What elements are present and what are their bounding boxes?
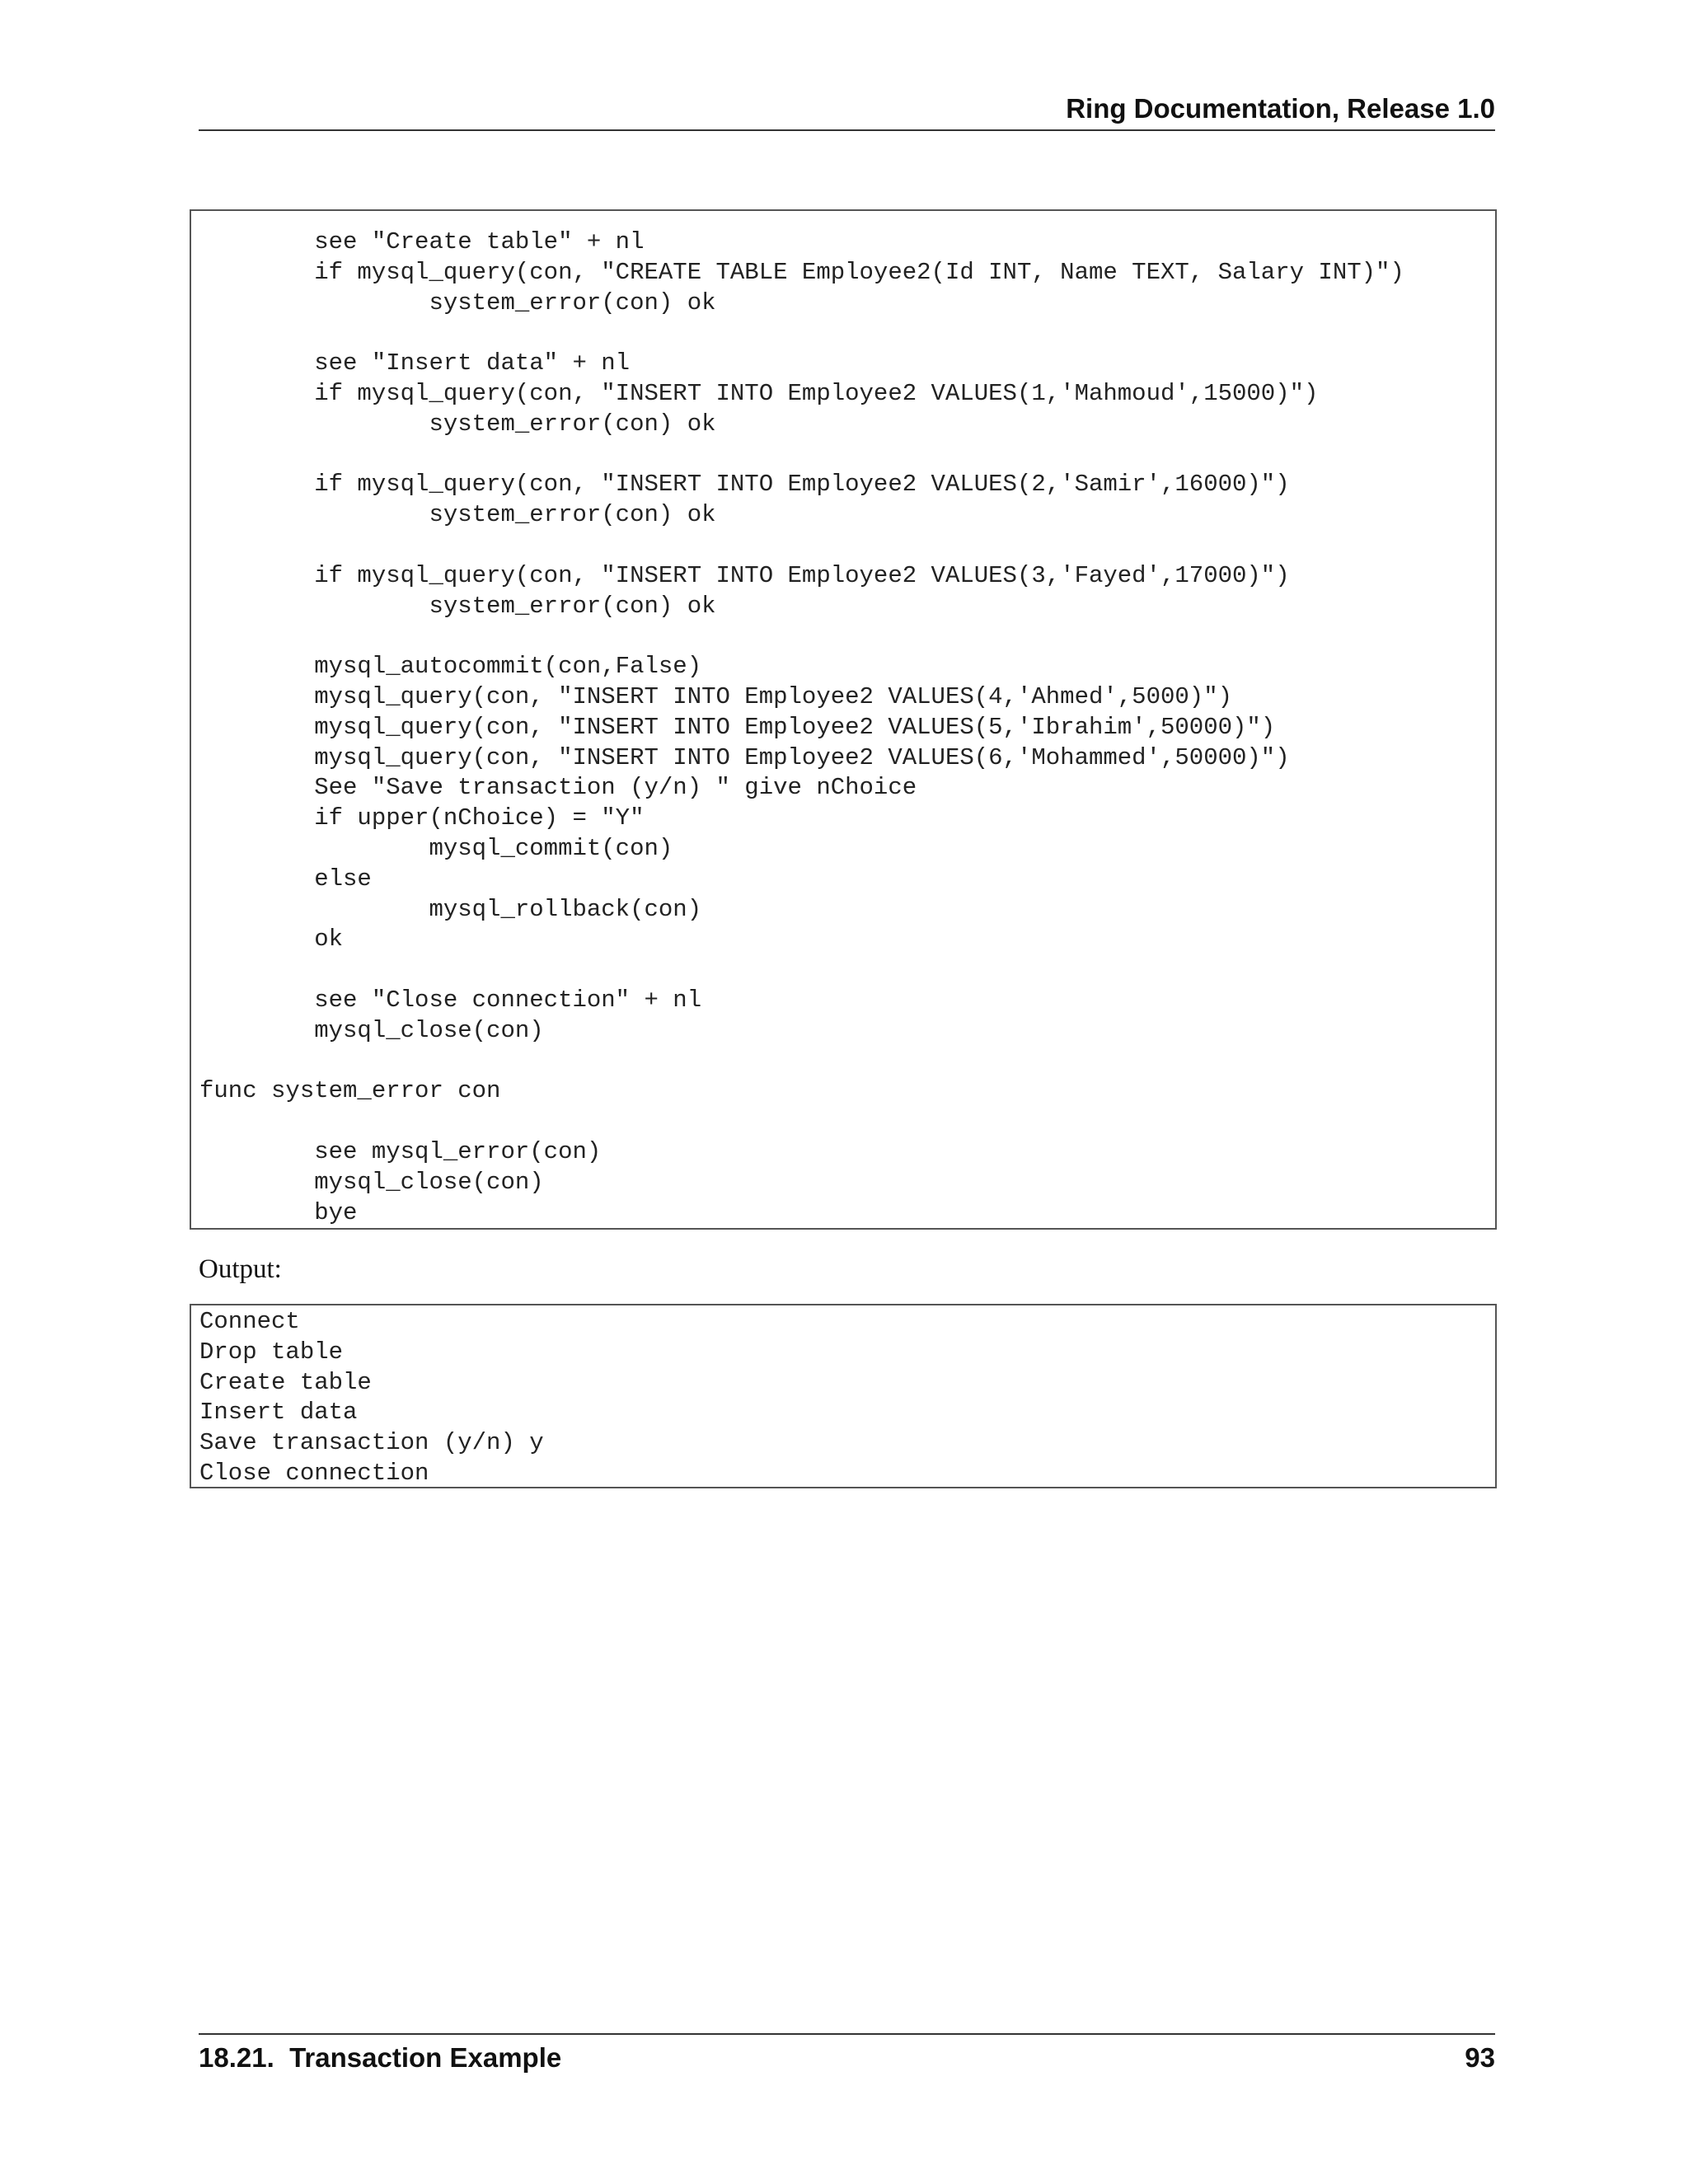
header-divider (199, 129, 1495, 131)
code-line: mysql_query(con, "INSERT INTO Employee2 VALUES(4,'Ahmed',5000)") (199, 682, 1233, 710)
code-line: mysql_close(con) (199, 1168, 544, 1196)
code-line: if mysql_query(con, "INSERT INTO Employee2 VALUES(2,'Samir',16000)") (199, 471, 1290, 499)
output-line: Insert data (199, 1399, 358, 1427)
code-line: see "Insert data" + nl (199, 349, 631, 377)
page-header-title: Ring Documentation, Release 1.0 (1066, 93, 1495, 124)
code-line: see "Close connection" + nl (199, 986, 702, 1014)
code-line: if mysql_query(con, "INSERT INTO Employee2 VALUES(1,'Mahmoud',15000)") (199, 379, 1319, 407)
code-line: mysql_autocommit(con,False) (199, 653, 702, 681)
page-number: 93 (1465, 2042, 1495, 2073)
code-line: mysql_commit(con) (199, 834, 673, 862)
code-line: mysql_close(con) (199, 1016, 544, 1044)
code-block (190, 209, 1497, 1230)
code-line: system_error(con) ok (199, 288, 716, 316)
code-line (199, 1047, 1495, 1077)
code-line: See "Save transaction (y/n) " give nChoice (199, 774, 917, 802)
code-line: func system_error con (199, 1077, 501, 1105)
output-block (190, 1304, 1497, 1488)
code-line: system_error(con) ok (199, 501, 716, 529)
footer-divider (199, 2033, 1495, 2035)
output-label: Output: (199, 1254, 282, 1284)
code-line: mysql_rollback(con) (199, 895, 702, 923)
code-line: system_error(con) ok (199, 592, 716, 620)
footer-section-title: 18.21. Transaction Example (199, 2042, 562, 2073)
code-line: see mysql_error(con) (199, 1137, 602, 1165)
output-line: Drop table (199, 1338, 344, 1366)
code-line: if mysql_query(con, "INSERT INTO Employee2 VALUES(3,'Fayed',17000)") (199, 561, 1290, 589)
code-line: mysql_query(con, "INSERT INTO Employee2 VALUES(6,'Mohammed',50000)") (199, 743, 1290, 771)
code-line (199, 318, 1495, 349)
output-line: Close connection (199, 1459, 429, 1487)
output-line: Connect (199, 1308, 300, 1335)
output-line: Create table (199, 1368, 372, 1396)
code-line: see "Create table" + nl (199, 228, 645, 255)
code-line: bye (199, 1198, 358, 1226)
code-line: if mysql_query(con, "CREATE TABLE Employee2(Id INT, Name TEXT, Salary INT)") (199, 258, 1404, 286)
code-line: else (199, 865, 372, 893)
code-line: mysql_query(con, "INSERT INTO Employee2 VALUES(5,'Ibrahim',50000)") (199, 713, 1276, 741)
code-line (199, 531, 1495, 561)
code-line: system_error(con) ok (199, 410, 716, 438)
code-line (199, 955, 1495, 986)
output-line: Save transaction (y/n) y (199, 1429, 544, 1457)
code-line: if upper(nChoice) = "Y" (199, 804, 645, 832)
code-line (199, 440, 1495, 471)
code-line (199, 1107, 1495, 1137)
code-line: ok (199, 926, 344, 954)
code-line (199, 621, 1495, 652)
